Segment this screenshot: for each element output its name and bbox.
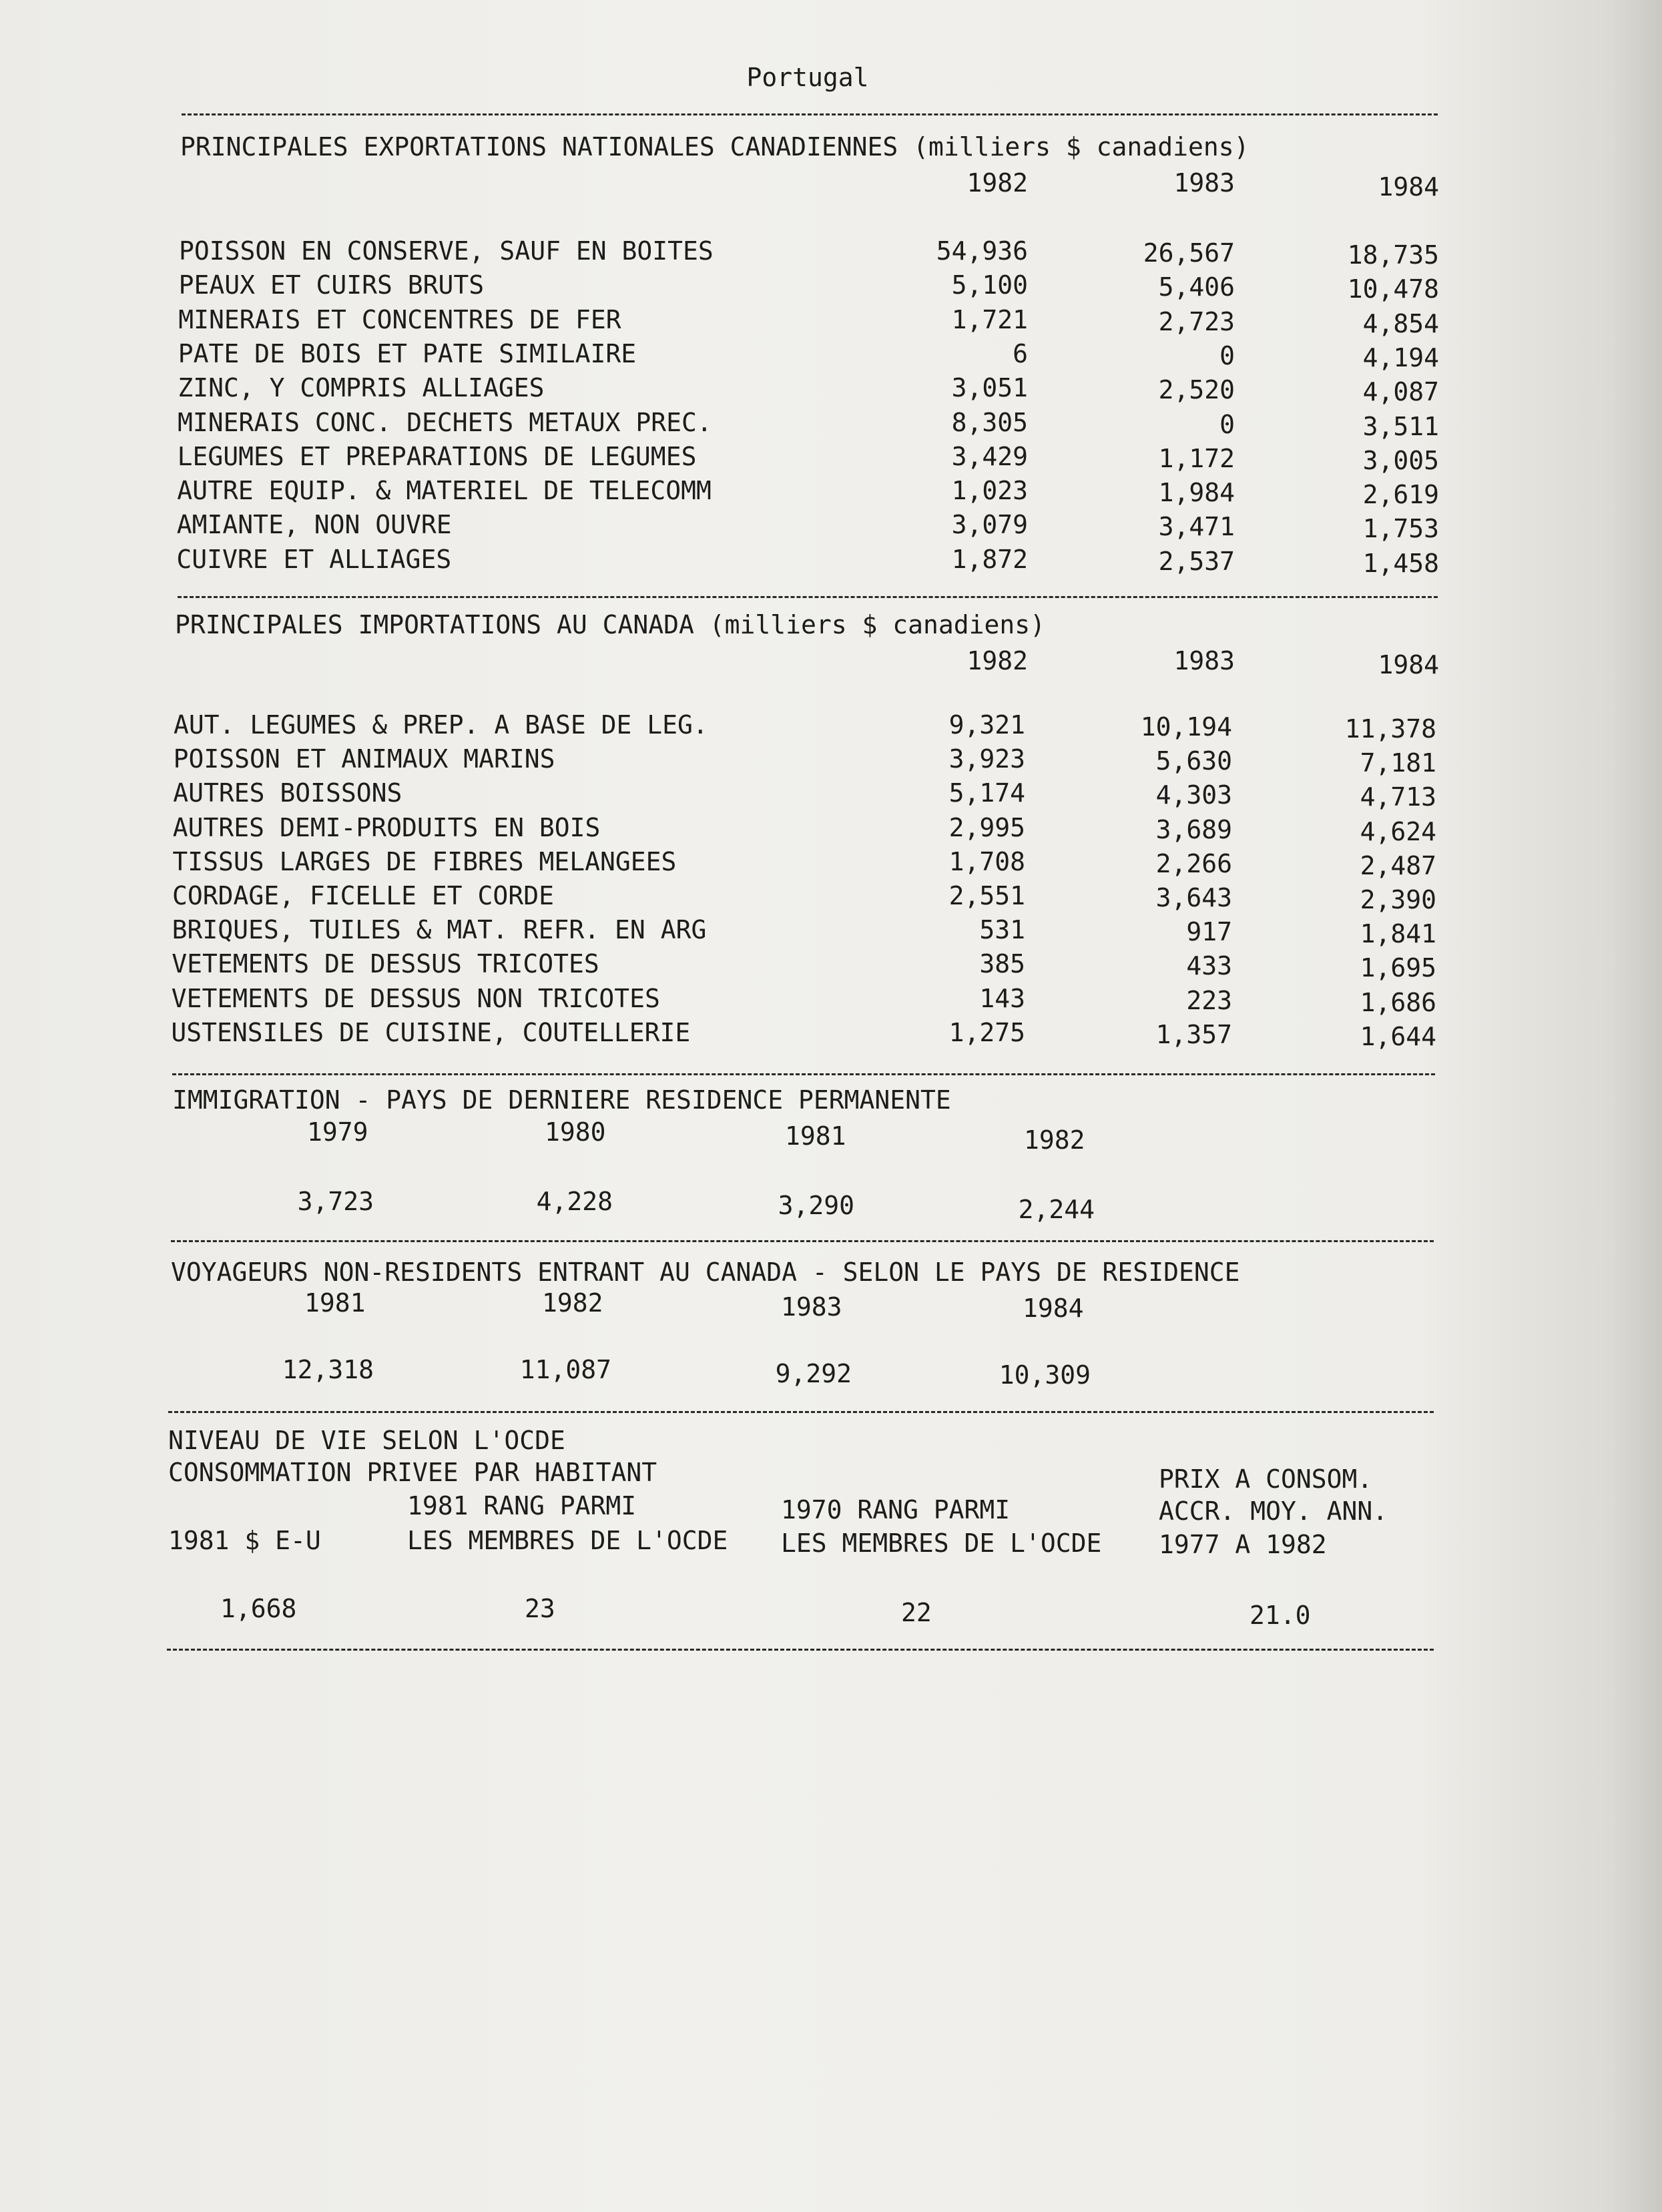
table-row-label: AMIANTE, NON OUVRE xyxy=(176,510,452,540)
divider xyxy=(178,596,1438,598)
table-row-label: AUTRES BOISSONS xyxy=(173,778,402,808)
table-cell: 385 xyxy=(979,949,1025,979)
table-cell: 2,390 xyxy=(1360,885,1436,914)
table-cell: 2,551 xyxy=(948,881,1025,910)
rank-1981-line2: LES MEMBRES DE L'OCDE xyxy=(407,1526,728,1555)
divider xyxy=(167,1649,1434,1651)
rank-1981-value: 23 xyxy=(525,1594,555,1623)
table-cell: 5,406 xyxy=(1158,272,1235,302)
table-row-label: BRIQUES, TUILES & MAT. REFR. EN ARG xyxy=(172,915,707,945)
rank-1970-value: 22 xyxy=(901,1598,932,1627)
table-cell: 2,995 xyxy=(948,812,1025,842)
table-cell: 2,520 xyxy=(1158,375,1235,405)
table-cell: 3,923 xyxy=(948,744,1025,774)
table-row-label: AUTRE EQUIP. & MATERIEL DE TELECOMM xyxy=(177,476,712,506)
cpi-value: 21.0 xyxy=(1250,1601,1311,1630)
divider xyxy=(182,113,1438,115)
table-cell: 1,172 xyxy=(1158,443,1235,473)
table-row-label: POISSON EN CONSERVE, SAUF EN BOITES xyxy=(179,236,714,266)
table-row-label: VETEMENTS DE DESSUS NON TRICOTES xyxy=(171,983,660,1013)
visitors-year-1984: 1984 xyxy=(1023,1294,1084,1323)
divider xyxy=(172,1073,1435,1075)
visitors-heading: VOYAGEURS NON-RESIDENTS ENTRANT AU CANADA - SELON LE PAYS DE RESIDENCE xyxy=(171,1258,1240,1287)
visitors-year-1983: 1983 xyxy=(781,1292,842,1322)
table-cell: 3,511 xyxy=(1362,411,1439,441)
table-cell: 1,023 xyxy=(951,476,1028,506)
table-cell: 2,487 xyxy=(1360,850,1436,880)
table-cell: 4,713 xyxy=(1360,782,1436,812)
table-row-label: ZINC, Y COMPRIS ALLIAGES xyxy=(178,373,545,403)
table-row-label: PATE DE BOIS ET PATE SIMILAIRE xyxy=(178,338,637,368)
immigration-value: 3,290 xyxy=(778,1191,854,1220)
table-cell: 143 xyxy=(979,983,1025,1013)
table-cell: 2,723 xyxy=(1158,306,1235,336)
page-title: Portugal xyxy=(746,63,869,92)
table-cell: 10,478 xyxy=(1347,274,1439,304)
table-row-label: AUTRES DEMI-PRODUITS EN BOIS xyxy=(172,812,601,842)
table-cell: 4,624 xyxy=(1360,816,1436,846)
exports-year-1984: 1984 xyxy=(1378,172,1439,202)
immigration-year-1982: 1982 xyxy=(1024,1125,1085,1155)
table-row-label: MINERAIS CONC. DECHETS METAUX PREC. xyxy=(178,407,712,437)
table-row-label: VETEMENTS DE DESSUS TRICOTES xyxy=(172,949,599,979)
imports-heading: PRINCIPALES IMPORTATIONS AU CANADA (milliers $ canadiens) xyxy=(175,610,1046,639)
table-cell: 0 xyxy=(1219,340,1235,370)
table-cell: 18,735 xyxy=(1347,240,1439,270)
visitors-year-1982: 1982 xyxy=(542,1288,603,1318)
table-cell: 1,644 xyxy=(1360,1021,1436,1051)
rank-1970-line2: LES MEMBRES DE L'OCDE xyxy=(781,1529,1102,1558)
table-cell: 4,854 xyxy=(1362,308,1439,338)
table-cell: 0 xyxy=(1219,409,1235,439)
table-cell: 223 xyxy=(1186,985,1232,1015)
table-cell: 1,458 xyxy=(1362,548,1439,578)
table-cell: 6 xyxy=(1013,338,1028,368)
immigration-value: 2,244 xyxy=(1018,1195,1095,1224)
table-cell: 4,087 xyxy=(1362,377,1439,407)
table-cell: 531 xyxy=(979,915,1025,945)
table-cell: 9,321 xyxy=(948,710,1025,740)
rank-1981-line1: 1981 RANG PARMI xyxy=(407,1491,637,1520)
exports-heading: PRINCIPALES EXPORTATIONS NATIONALES CANADIENNES (milliers $ canadiens) xyxy=(180,132,1250,162)
imports-year-1982: 1982 xyxy=(966,646,1028,675)
visitors-value: 12,318 xyxy=(282,1355,374,1384)
table-cell: 1,357 xyxy=(1155,1019,1232,1049)
table-cell: 3,005 xyxy=(1362,445,1439,475)
table-cell: 1,872 xyxy=(951,544,1028,574)
cpi-label-line2: ACCR. MOY. ANN. xyxy=(1159,1496,1388,1526)
table-row-label: CUIVRE ET ALLIAGES xyxy=(176,544,452,574)
table-cell: 5,100 xyxy=(951,270,1028,300)
table-cell: 3,471 xyxy=(1158,512,1235,542)
table-cell: 1,686 xyxy=(1360,987,1436,1017)
table-row-label: AUT. LEGUMES & PREP. A BASE DE LEG. xyxy=(174,710,708,740)
table-cell: 2,537 xyxy=(1158,546,1235,576)
living-standard-subheading: CONSOMMATION PRIVEE PAR HABITANT xyxy=(168,1458,657,1487)
table-cell: 54,936 xyxy=(936,236,1028,266)
exports-year-1982: 1982 xyxy=(966,168,1028,198)
table-cell: 3,079 xyxy=(951,510,1028,540)
visitors-value: 11,087 xyxy=(519,1355,611,1384)
table-row-label: POISSON ET ANIMAUX MARINS xyxy=(173,744,555,774)
cpi-label-line1: PRIX A CONSOM. xyxy=(1159,1464,1373,1494)
table-cell: 4,194 xyxy=(1362,342,1439,372)
immigration-year-1979: 1979 xyxy=(307,1117,368,1147)
immigration-year-1981: 1981 xyxy=(785,1121,846,1151)
divider xyxy=(168,1411,1434,1413)
table-cell: 1,275 xyxy=(948,1017,1025,1047)
immigration-heading: IMMIGRATION - PAYS DE DERNIERE RESIDENCE PERMANENTE xyxy=(172,1085,951,1115)
table-row-label: MINERAIS ET CONCENTRES DE FER xyxy=(178,304,621,334)
divider xyxy=(171,1240,1434,1242)
visitors-value: 10,309 xyxy=(999,1360,1091,1390)
table-cell: 1,721 xyxy=(951,304,1028,334)
table-row-label: USTENSILES DE CUISINE, COUTELLERIE xyxy=(171,1017,691,1047)
immigration-year-1980: 1980 xyxy=(545,1117,606,1147)
table-cell: 433 xyxy=(1186,951,1232,981)
table-row-label: TISSUS LARGES DE FIBRES MELANGEES xyxy=(172,846,677,876)
consumption-column-label: 1981 $ E-U xyxy=(168,1526,321,1555)
table-cell: 5,630 xyxy=(1155,746,1232,776)
table-cell: 1,695 xyxy=(1360,953,1436,983)
table-cell: 5,174 xyxy=(948,778,1025,808)
table-cell: 11,378 xyxy=(1344,714,1436,744)
visitors-value: 9,292 xyxy=(775,1359,852,1388)
living-standard-heading: NIVEAU DE VIE SELON L'OCDE xyxy=(168,1426,565,1455)
table-cell: 2,619 xyxy=(1362,480,1439,510)
table-cell: 1,841 xyxy=(1360,919,1436,949)
table-cell: 1,984 xyxy=(1158,478,1235,508)
immigration-value: 4,228 xyxy=(536,1187,613,1216)
table-row-label: PEAUX ET CUIRS BRUTS xyxy=(178,270,485,300)
imports-year-1983: 1983 xyxy=(1173,646,1235,675)
table-cell: 7,181 xyxy=(1360,748,1436,778)
table-cell: 1,708 xyxy=(948,846,1025,876)
table-cell: 4,303 xyxy=(1155,780,1232,810)
table-cell: 2,266 xyxy=(1155,848,1232,878)
table-cell: 917 xyxy=(1186,917,1232,947)
immigration-value: 3,723 xyxy=(297,1187,374,1216)
imports-year-1984: 1984 xyxy=(1378,650,1439,679)
table-cell: 10,194 xyxy=(1140,712,1232,742)
table-row-label: LEGUMES ET PREPARATIONS DE LEGUMES xyxy=(177,441,697,471)
visitors-year-1981: 1981 xyxy=(304,1288,366,1318)
table-cell: 8,305 xyxy=(951,407,1028,437)
exports-year-1983: 1983 xyxy=(1173,168,1235,198)
cpi-label-line3: 1977 A 1982 xyxy=(1159,1530,1327,1559)
rank-1970-line1: 1970 RANG PARMI xyxy=(781,1495,1011,1525)
table-cell: 3,429 xyxy=(951,441,1028,471)
consumption-value: 1,668 xyxy=(220,1594,297,1623)
table-cell: 3,051 xyxy=(951,373,1028,403)
table-cell: 3,643 xyxy=(1155,883,1232,912)
table-cell: 26,567 xyxy=(1143,238,1235,268)
table-row-label: CORDAGE, FICELLE ET CORDE xyxy=(172,881,554,910)
table-cell: 1,753 xyxy=(1362,514,1439,544)
table-cell: 3,689 xyxy=(1155,814,1232,844)
